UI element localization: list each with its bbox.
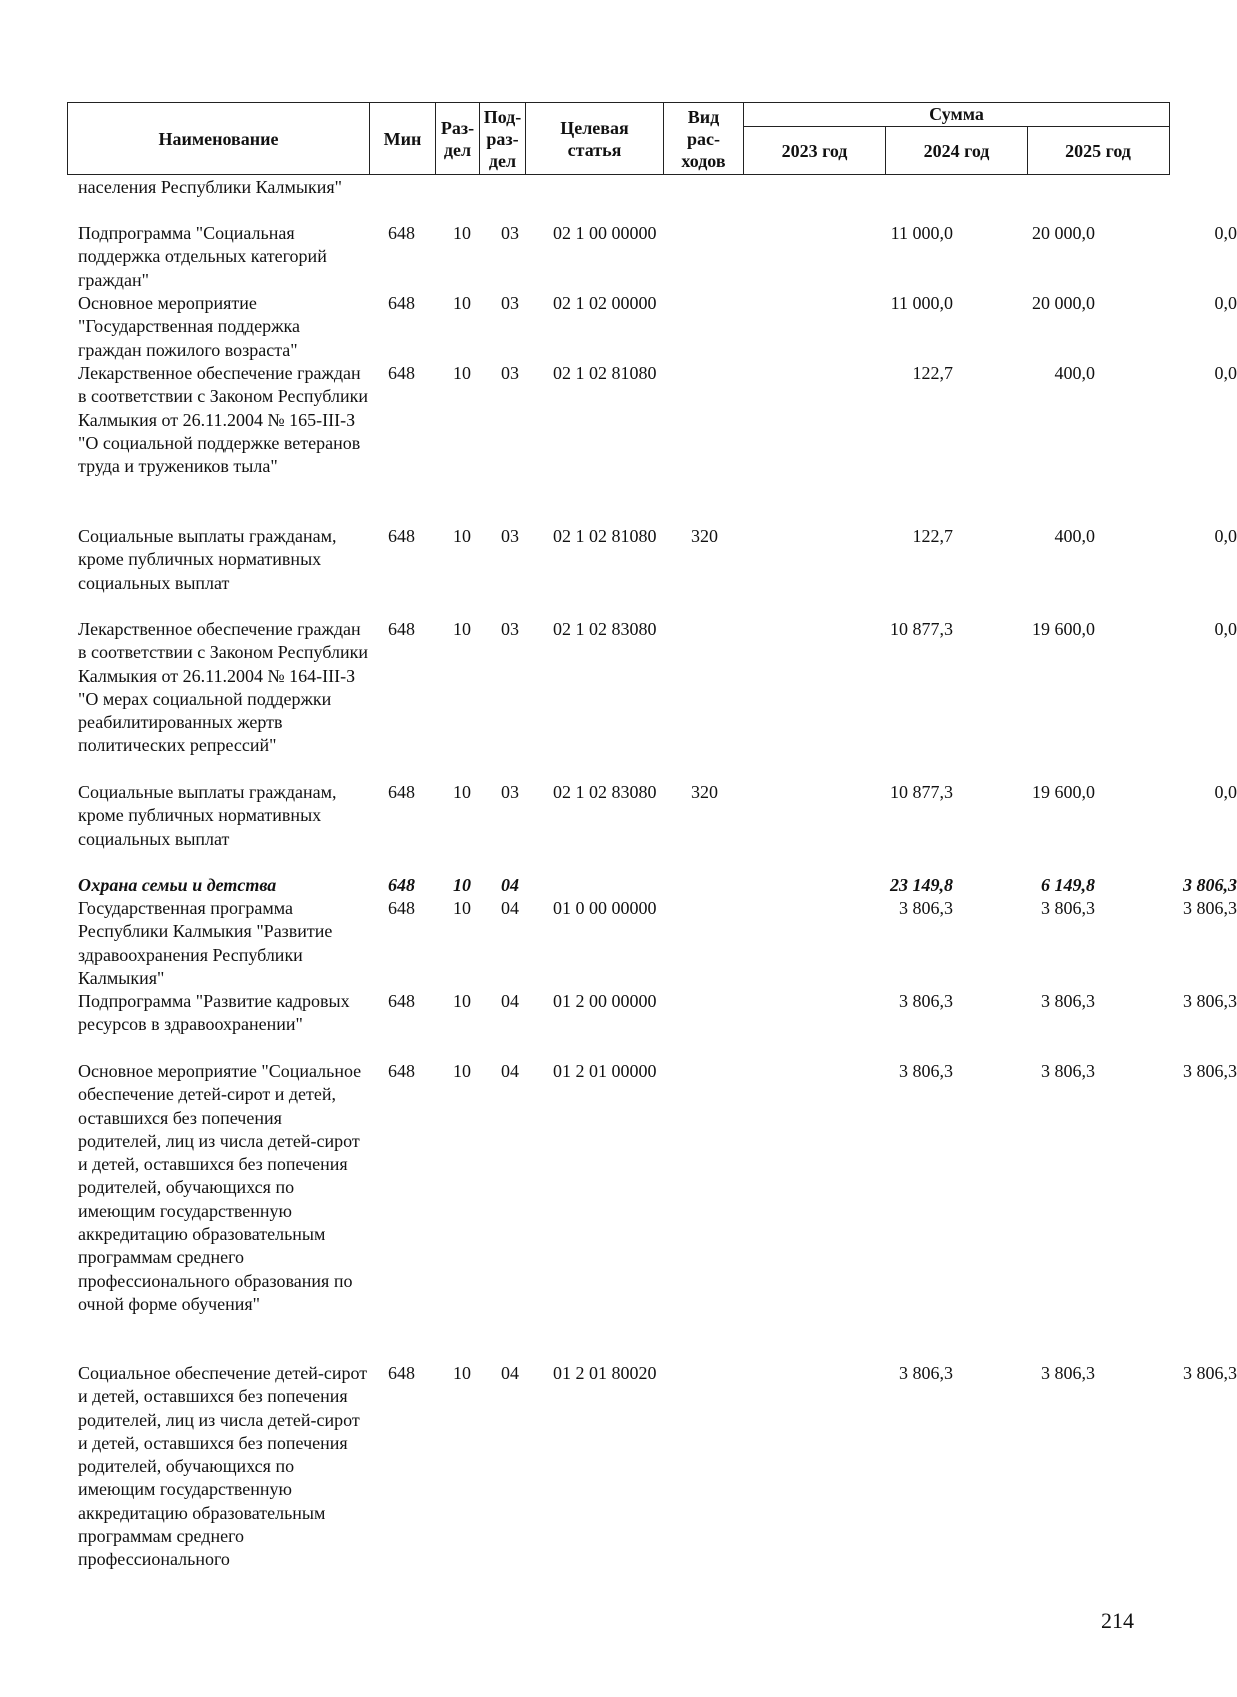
cell-2025: 0,0 <box>1214 293 1237 313</box>
cell-name: Социальные выплаты гражданам, кроме публичных нормативных социальных выплат <box>78 526 337 593</box>
cell-razdel: 10 <box>453 293 471 313</box>
page-number: 214 <box>1101 1608 1134 1633</box>
cell-2024: 20 000,0 <box>1032 223 1095 243</box>
cell-2023: 3 806,3 <box>899 991 953 1011</box>
cell-2023: 3 806,3 <box>899 1363 953 1383</box>
cell-name: Социальные выплаты гражданам, кроме публичных нормативных социальных выплат <box>78 782 337 849</box>
cell-expense-type: 320 <box>691 782 718 802</box>
cell-podrazdel: 03 <box>501 619 519 639</box>
cell-min: 648 <box>388 619 415 639</box>
header-year-2024: 2024 год <box>886 127 1028 174</box>
header-min: Мин <box>370 103 436 174</box>
cell-2024: 400,0 <box>1054 363 1095 383</box>
cell-razdel: 10 <box>453 619 471 639</box>
cell-razdel: 10 <box>453 1363 471 1383</box>
cell-target-article: 01 2 01 80020 <box>553 1363 657 1383</box>
cell-2025: 3 806,3 <box>1183 1061 1237 1081</box>
cell-2025: 0,0 <box>1214 526 1237 546</box>
cell-2023: 11 000,0 <box>890 223 953 243</box>
cell-podrazdel: 03 <box>501 526 519 546</box>
cell-min: 648 <box>388 363 415 383</box>
header-year-2023: 2023 год <box>744 127 886 174</box>
cell-min: 648 <box>388 293 415 313</box>
cell-min: 648 <box>388 1363 415 1383</box>
cell-razdel: 10 <box>453 1061 471 1081</box>
cell-2024: 19 600,0 <box>1032 782 1095 802</box>
header-sum: Сумма <box>744 103 1169 127</box>
cell-razdel: 10 <box>453 223 471 243</box>
cell-2025: 0,0 <box>1214 782 1237 802</box>
header-name: Наименование <box>68 103 370 174</box>
cell-name: Охрана семьи и детства <box>78 875 277 895</box>
cell-target-article: 02 1 02 83080 <box>553 782 657 802</box>
table-header <box>67 102 1170 175</box>
cell-2025: 0,0 <box>1214 223 1237 243</box>
cell-podrazdel: 04 <box>501 898 519 918</box>
cell-podrazdel: 03 <box>501 293 519 313</box>
cell-2024: 3 806,3 <box>1041 1363 1095 1383</box>
cell-name: Государственная программа Республики Калмыкия "Развитие здравоохранения Республики Калмыкия" <box>78 898 333 988</box>
cell-min: 648 <box>388 875 415 895</box>
cell-min: 648 <box>388 1061 415 1081</box>
cell-podrazdel: 04 <box>501 991 519 1011</box>
header-podrazdel: Под- раз- дел <box>480 103 526 174</box>
cell-name: Подпрограмма "Развитие кадровых ресурсов в здравоохранении" <box>78 991 350 1035</box>
cell-name: Основное мероприятие "Государственная поддержка граждан пожилого возраста" <box>78 293 300 360</box>
cell-2023: 10 877,3 <box>890 619 953 639</box>
cell-min: 648 <box>388 991 415 1011</box>
cell-target-article: 01 2 01 00000 <box>553 1061 657 1081</box>
cell-name: Подпрограмма "Социальная поддержка отдельных категорий граждан" <box>78 223 327 290</box>
cell-2024: 400,0 <box>1054 526 1095 546</box>
cell-2025: 3 806,3 <box>1183 898 1237 918</box>
cell-podrazdel: 04 <box>501 1363 519 1383</box>
header-expense-type: Вид рас- ходов <box>664 103 744 174</box>
cell-razdel: 10 <box>453 898 471 918</box>
cell-2024: 20 000,0 <box>1032 293 1095 313</box>
cell-2025: 3 806,3 <box>1183 875 1237 895</box>
cell-podrazdel: 03 <box>501 363 519 383</box>
cell-target-article: 02 1 02 81080 <box>553 363 657 383</box>
cell-2023: 3 806,3 <box>899 1061 953 1081</box>
cell-razdel: 10 <box>453 875 471 895</box>
cell-2023: 10 877,3 <box>890 782 953 802</box>
cell-2025: 3 806,3 <box>1183 1363 1237 1383</box>
cell-target-article: 02 1 02 81080 <box>553 526 657 546</box>
cell-name: Лекарственное обеспечение граждан в соответствии с Законом Республики Калмыкия от 26.11.2004 № 164-III-З "О мерах социальной поддержки реабилитированных жертв политических репрессий" <box>78 619 369 756</box>
cell-target-article: 02 1 02 00000 <box>553 293 657 313</box>
cell-2025: 0,0 <box>1214 363 1237 383</box>
cell-target-article: 02 1 00 00000 <box>553 223 657 243</box>
cell-2023: 23 149,8 <box>890 875 953 895</box>
cell-podrazdel: 04 <box>501 1061 519 1081</box>
cell-name: Основное мероприятие "Социальное обеспечение детей-сирот и детей, оставшихся без попечения родителей, лиц из числа детей-сирот и детей, оставшихся без попечения родителей, обучающихся по имеющим государственную аккредитацию образовательным программам среднего профессионального образования по очной форме обучения" <box>78 1061 362 1314</box>
cell-min: 648 <box>388 526 415 546</box>
cell-2023: 11 000,0 <box>890 293 953 313</box>
cell-expense-type: 320 <box>691 526 718 546</box>
cell-razdel: 10 <box>453 782 471 802</box>
cell-min: 648 <box>388 782 415 802</box>
header-year-2025: 2025 год <box>1065 140 1131 161</box>
header-target-article: Целевая статья <box>526 103 664 174</box>
cell-target-article: 01 2 00 00000 <box>553 991 657 1011</box>
cell-2024: 3 806,3 <box>1041 1061 1095 1081</box>
cell-razdel: 10 <box>453 363 471 383</box>
cell-target-article: 02 1 02 83080 <box>553 619 657 639</box>
cell-2023: 122,7 <box>912 526 953 546</box>
cell-min: 648 <box>388 898 415 918</box>
cell-name: населения Республики Калмыкия" <box>78 177 343 197</box>
cell-min: 648 <box>388 223 415 243</box>
cell-podrazdel: 04 <box>501 875 519 895</box>
cell-2023: 122,7 <box>912 363 953 383</box>
cell-razdel: 10 <box>453 526 471 546</box>
cell-name: Социальное обеспечение детей-сирот и детей, оставшихся без попечения родителей, лиц из числа детей-сирот и детей, оставшихся без попечения родителей, обучающихся по имеющим государственную аккредитацию образовательным программам среднего профессионального <box>78 1363 368 1570</box>
cell-target-article: 01 0 00 00000 <box>553 898 657 918</box>
cell-name: Лекарственное обеспечение граждан в соответствии с Законом Республики Калмыкия от 26.11.2004 № 165-III-З "О социальной поддержке ветеранов труда и тружеников тыла" <box>78 363 369 477</box>
cell-2025: 0,0 <box>1214 619 1237 639</box>
cell-2024: 6 149,8 <box>1041 875 1095 895</box>
cell-2023: 3 806,3 <box>899 898 953 918</box>
header-razdel: Раз- дел <box>436 103 480 174</box>
cell-2025: 3 806,3 <box>1183 991 1237 1011</box>
cell-2024: 3 806,3 <box>1041 898 1095 918</box>
cell-2024: 19 600,0 <box>1032 619 1095 639</box>
cell-podrazdel: 03 <box>501 223 519 243</box>
cell-razdel: 10 <box>453 991 471 1011</box>
cell-podrazdel: 03 <box>501 782 519 802</box>
cell-2024: 3 806,3 <box>1041 991 1095 1011</box>
